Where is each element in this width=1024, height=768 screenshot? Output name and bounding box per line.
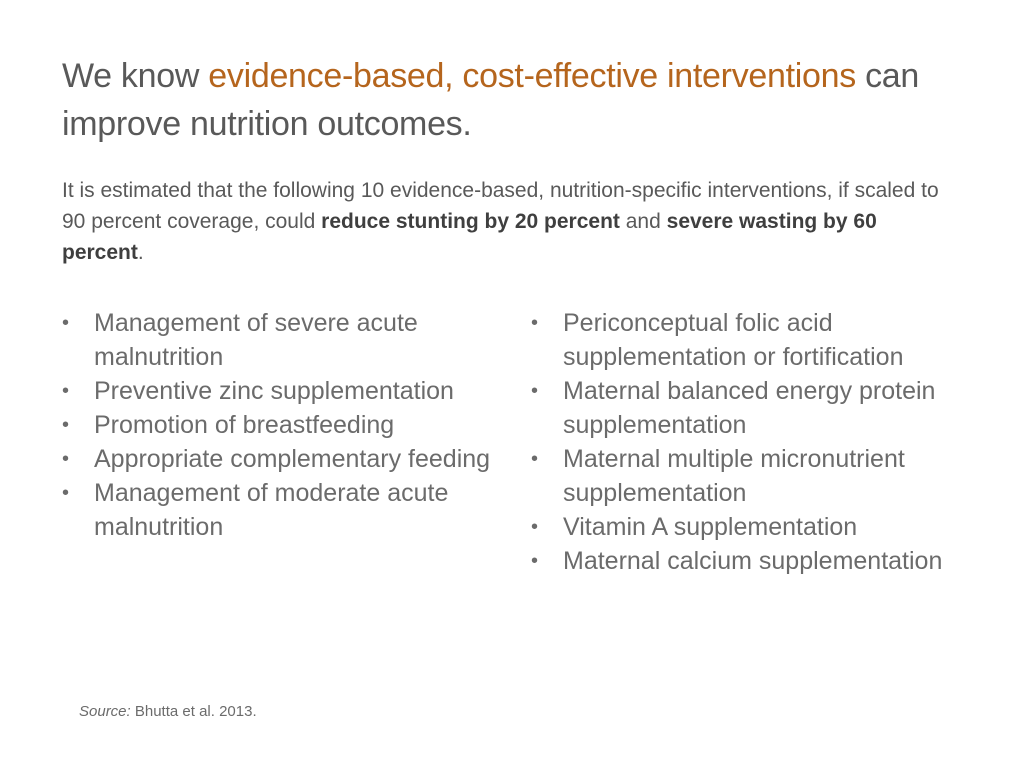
bullet-icon: •	[62, 414, 70, 436]
bullet-icon: •	[62, 312, 70, 334]
bullet-icon: •	[531, 516, 539, 538]
list-item-text: Maternal calcium supplementation	[563, 547, 943, 575]
list-item-text: Promotion of breastfeeding	[94, 411, 395, 439]
list-item-text: Appropriate complementary feeding	[94, 445, 491, 473]
list-item-text: Management of severe acute malnutrition	[94, 309, 418, 371]
bullet-icon: •	[531, 550, 539, 572]
source-text: Bhutta et al. 2013.	[130, 703, 257, 720]
list-item-text: Management of moderate acute malnutrition	[94, 479, 449, 541]
list-item	[62, 306, 522, 374]
bullet-icon: •	[531, 448, 539, 470]
intro-text-1: It is estimated that the following 10 evidence-based, nutrition-specific interventions, if scaled to 90 percent coverage, could	[62, 179, 939, 233]
bullet-icon: •	[531, 380, 539, 402]
intro-bold-stunting: reduce stunting by 20 percent	[321, 210, 620, 233]
list-item-text: Vitamin A supplementation	[563, 513, 858, 541]
intro-text-3: .	[137, 241, 144, 264]
slide-title	[62, 52, 962, 148]
interventions-list-left	[62, 306, 522, 544]
list-item	[531, 544, 976, 578]
title-part-2: can improve nutrition outcomes.	[62, 57, 920, 143]
list-item	[62, 442, 522, 476]
list-item	[531, 374, 976, 442]
list-item-text: Preventive zinc supplementation	[94, 377, 454, 405]
source-label: Source:	[79, 703, 131, 720]
title-part-1: We know	[62, 57, 209, 95]
title-highlight: evidence-based, cost-effective interventions	[208, 57, 856, 95]
bullet-icon: •	[62, 380, 70, 402]
list-item	[531, 306, 976, 374]
list-item	[531, 442, 976, 510]
bullet-icon: •	[62, 482, 70, 504]
intro-text-2: and	[619, 210, 667, 233]
list-item	[62, 476, 522, 544]
bullet-icon: •	[531, 312, 539, 334]
interventions-list-right	[531, 306, 976, 578]
list-item	[62, 374, 522, 408]
list-item-text: Periconceptual folic acid supplementation or fortification	[563, 309, 904, 371]
list-item	[62, 408, 522, 442]
list-item-text: Maternal multiple micronutrient supplementation	[563, 445, 905, 507]
source-citation	[79, 702, 257, 722]
intro-bold-wasting: severe wasting by 60 percent	[62, 210, 877, 264]
list-item	[531, 510, 976, 544]
bullet-icon: •	[62, 448, 70, 470]
intro-paragraph	[62, 175, 952, 268]
list-item-text: Maternal balanced energy protein supplementation	[563, 377, 936, 439]
